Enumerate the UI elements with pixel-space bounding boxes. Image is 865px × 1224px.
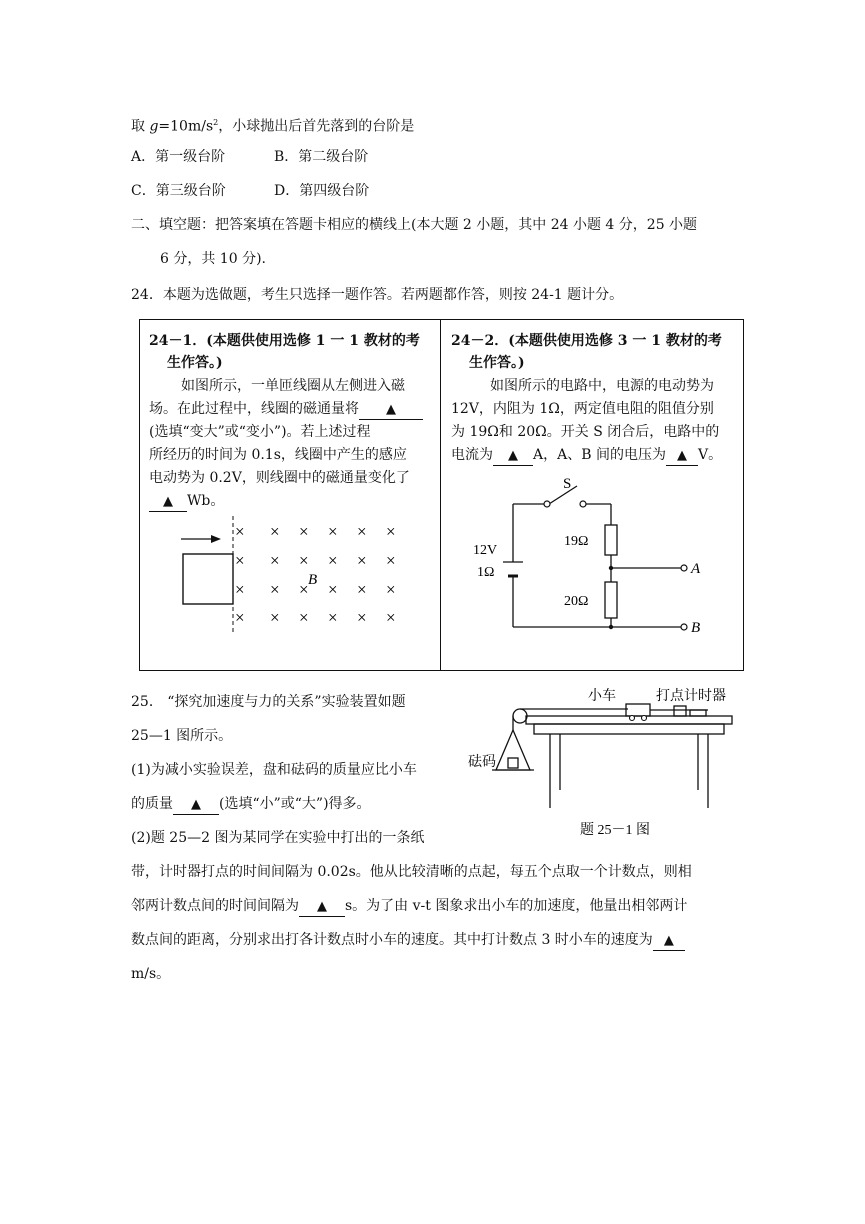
weights-label: 砝码 bbox=[468, 755, 496, 770]
field-cross-0-4: × bbox=[357, 522, 367, 541]
coil-square bbox=[183, 554, 233, 604]
blank-marker: ▲ bbox=[163, 494, 173, 509]
blank-marker: ▲ bbox=[508, 448, 518, 463]
blank-marker: ▲ bbox=[191, 797, 201, 812]
experiment-figure bbox=[468, 680, 748, 845]
timer-base bbox=[690, 710, 706, 716]
q23-text-after: ，小球抛出后首先落到的台阶是 bbox=[218, 118, 415, 135]
q24-1-line6-unit: Wb。 bbox=[187, 493, 225, 509]
terminal-b bbox=[681, 624, 687, 630]
switch-pivot bbox=[544, 501, 550, 507]
q24-2-title-cont: 生作答。) bbox=[469, 355, 525, 371]
exponent: 2 bbox=[213, 118, 219, 127]
q25-line1: 25． “探究加速度与力的关系”实验装置如题 bbox=[131, 694, 406, 710]
option-c: C．第三级台阶 bbox=[131, 183, 226, 199]
q25-line7-text: 邻两计数点间的时间间隔为 bbox=[131, 898, 299, 914]
table-top bbox=[534, 724, 724, 734]
cart-wheel-right bbox=[642, 716, 647, 721]
switch-label: S bbox=[563, 476, 572, 492]
q25-line4 bbox=[131, 794, 371, 815]
option-b: B．第二级台阶 bbox=[274, 149, 369, 165]
q25-line2: 25—1 图所示。 bbox=[131, 728, 233, 744]
q24-intro: 24．本题为选做题，考生只选择一题作答。若两题都作答，则按 24-1 题计分。 bbox=[131, 287, 624, 303]
answer-blank-flux-amount[interactable] bbox=[149, 492, 187, 512]
q24-1-line2 bbox=[149, 398, 423, 420]
q24-1-line6 bbox=[149, 490, 224, 512]
field-cross-3-0: × bbox=[235, 608, 245, 627]
q25-line7-after: s。为了由 v-t 图象求出小车的加速度，他量出相邻两计 bbox=[345, 898, 688, 914]
q24-1-title: 24－1．(本题供使用选修 1 一 1 教材的考 bbox=[149, 333, 420, 349]
q23-text-before: 取 bbox=[131, 118, 150, 135]
field-cross-1-5: × bbox=[386, 551, 396, 570]
field-cross-2-3: × bbox=[328, 580, 338, 599]
magnetic-field-figure bbox=[175, 512, 415, 640]
q24-1-line4: 所经历的时间为 0.1s，线圈中产生的感应 bbox=[149, 447, 407, 463]
q24-2-title: 24－2．(本题供使用选修 3 一 1 教材的考 bbox=[451, 333, 722, 349]
weight-block bbox=[508, 758, 518, 768]
q23-stem bbox=[131, 113, 414, 137]
q25-line8-text: 数点间的距离，分别求出打各计数点时小车的速度。其中打计数点 3 时小车的速度为 bbox=[131, 932, 653, 948]
motion-arrow-head bbox=[211, 535, 221, 543]
figure-caption: 题 25－1 图 bbox=[580, 823, 650, 838]
field-cross-2-0: × bbox=[235, 580, 245, 599]
field-cross-1-3: × bbox=[328, 551, 338, 570]
blank-marker: ▲ bbox=[663, 933, 674, 948]
q23-text-eq: =10m/s bbox=[158, 118, 214, 135]
field-cross-0-3: × bbox=[328, 522, 338, 541]
resistor-20-label: 20Ω bbox=[564, 594, 589, 609]
cart-label: 小车 bbox=[588, 689, 616, 704]
field-cross-2-4: × bbox=[357, 580, 367, 599]
internal-resistance-label: 1Ω bbox=[477, 565, 495, 580]
answer-blank-flux-change[interactable] bbox=[359, 400, 423, 420]
option-a: A．第一级台阶 bbox=[131, 149, 226, 165]
switch-contact bbox=[580, 501, 586, 507]
cart-wheel-left bbox=[630, 716, 635, 721]
q24-2-line4 bbox=[451, 444, 722, 466]
q25-line3: (1)为减小实验误差，盘和砝码的质量应比小车 bbox=[131, 762, 417, 778]
q24-1-line5: 电动势为 0.2V，则线圈中的磁通量变化了 bbox=[149, 470, 410, 486]
field-cross-3-3: × bbox=[328, 608, 338, 627]
section2-heading: 二、填空题：把答案填在答题卡相应的横线上(本大题 2 小题，其中 24 小题 4 分，25 小题 bbox=[131, 217, 698, 233]
section2-heading-cont: 6 分，共 10 分). bbox=[160, 251, 266, 267]
q24-1-line1: 如图所示，一单匝线圈从左侧进入磁 bbox=[181, 378, 405, 394]
field-cross-1-1: × bbox=[270, 551, 280, 570]
q25-line9: m/s。 bbox=[131, 966, 171, 982]
q23-options-row2 bbox=[131, 181, 370, 201]
q25-line4-after: (选填“小”或“大”)得多。 bbox=[219, 796, 371, 812]
track-board bbox=[526, 716, 732, 724]
field-cross-0-1: × bbox=[270, 522, 280, 541]
field-cross-1-0: × bbox=[235, 551, 245, 570]
field-cross-3-2: × bbox=[299, 608, 309, 627]
field-cross-0-2: × bbox=[299, 522, 309, 541]
pulley bbox=[513, 709, 527, 723]
q24-2-line1: 如图所示的电路中，电源的电动势为 bbox=[490, 378, 714, 394]
option-d: D．第四级台阶 bbox=[274, 183, 370, 199]
q24-2-line3: 为 19Ω和 20Ω。开关 S 闭合后，电路中的 bbox=[451, 424, 720, 440]
terminal-a bbox=[681, 565, 687, 571]
circuit-figure bbox=[465, 472, 715, 637]
q23-options-row1 bbox=[131, 147, 369, 167]
field-cross-2-2: × bbox=[299, 580, 309, 599]
resistor-19 bbox=[605, 525, 617, 555]
emf-label: 12V bbox=[473, 543, 498, 558]
blank-marker: ▲ bbox=[386, 402, 396, 417]
q24-table-divider bbox=[440, 319, 441, 671]
terminal-b-label: B bbox=[691, 620, 701, 636]
field-cross-3-5: × bbox=[386, 608, 396, 627]
q24-1-title-cont: 生作答。) bbox=[167, 355, 223, 371]
q25-line4-text: 的质量 bbox=[131, 796, 173, 812]
q24-2-line4-text: 电流为 bbox=[451, 447, 493, 463]
field-cross-0-5: × bbox=[386, 522, 396, 541]
g-symbol: g bbox=[149, 118, 159, 135]
field-cross-2-1: × bbox=[270, 580, 280, 599]
field-cross-1-4: × bbox=[357, 551, 367, 570]
field-label-b: B bbox=[308, 572, 318, 588]
q25-line7 bbox=[131, 896, 687, 917]
q25-line6: 带，计时器打点的时间间隔为 0.02s。他从比较清晰的点起，每五个点取一个计数点，则相 bbox=[131, 864, 692, 880]
field-cross-3-4: × bbox=[357, 608, 367, 627]
q24-1-line3: (选填“变大”或“变小”)。若上述过程 bbox=[149, 424, 371, 440]
q24-1-line2-text: 场。在此过程中，线圈的磁通量将 bbox=[149, 401, 359, 417]
field-cross-0-0: × bbox=[235, 522, 245, 541]
junction-b bbox=[609, 625, 613, 629]
q24-2-line4-mid: A，A、B 间的电压为 bbox=[533, 447, 666, 463]
q25-line8 bbox=[131, 930, 685, 951]
answer-blank-mass[interactable] bbox=[173, 795, 219, 815]
terminal-a-label: A bbox=[691, 561, 701, 577]
answer-blank-interval[interactable] bbox=[299, 897, 345, 917]
resistor-20 bbox=[605, 582, 617, 618]
q24-2-line4-unit: V。 bbox=[697, 447, 723, 463]
field-cross-1-2: × bbox=[299, 551, 309, 570]
blank-marker: ▲ bbox=[676, 448, 687, 463]
q24-2-line2: 12V，内阻为 1Ω，两定值电阻的阻值分别 bbox=[451, 401, 714, 417]
timer-label: 打点计时器 bbox=[656, 689, 726, 704]
answer-blank-voltage[interactable] bbox=[666, 446, 698, 466]
answer-blank-velocity[interactable] bbox=[653, 931, 685, 951]
field-cross-2-5: × bbox=[386, 580, 396, 599]
q25-line5: (2)题 25—2 图为某同学在实验中打出的一条纸 bbox=[131, 830, 425, 846]
field-cross-3-1: × bbox=[270, 608, 280, 627]
weight-pan-hanger bbox=[496, 730, 530, 770]
cart-body bbox=[626, 704, 650, 716]
answer-blank-current[interactable] bbox=[493, 446, 533, 466]
junction-a bbox=[609, 566, 613, 570]
timer-body bbox=[674, 706, 686, 716]
resistor-19-label: 19Ω bbox=[564, 534, 589, 549]
blank-marker: ▲ bbox=[317, 899, 327, 914]
